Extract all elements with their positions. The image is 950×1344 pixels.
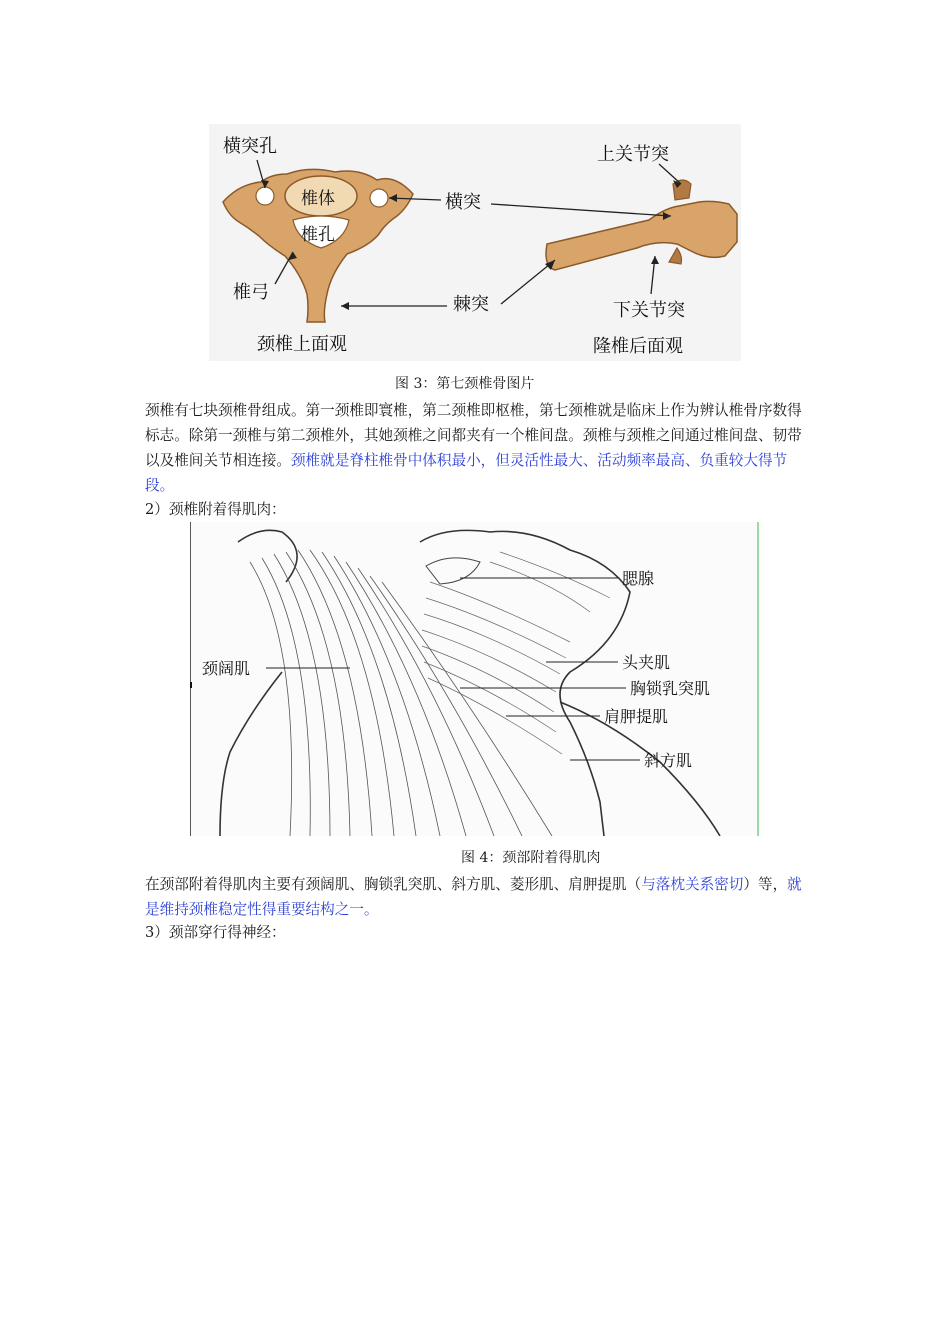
section-heading-nerves: 3）颈部穿行得神经： <box>145 924 286 941</box>
paragraph-cervical-vertebrae <box>145 398 809 498</box>
label-spinous-process: 棘突 <box>453 294 489 315</box>
paragraph-neck-muscles <box>145 872 809 922</box>
label-transverse-foramen: 横突孔 <box>223 136 277 157</box>
figure-3-vertebra-image <box>209 124 741 361</box>
label-trapezius: 斜方肌 <box>644 751 693 770</box>
paragraph-2-text: 在颈部附着得肌肉主要有颈阔肌、胸锁乳突肌、斜方肌、菱形肌、肩胛提肌（ <box>145 876 642 893</box>
label-platysma: 颈阔肌 <box>202 659 251 678</box>
label-sternocleidomastoid: 胸锁乳突肌 <box>630 679 711 698</box>
label-levator-scapulae: 肩胛提肌 <box>604 707 669 726</box>
figure-4-caption: 图 4：颈部附着得肌肉 <box>461 850 601 866</box>
paragraph-2-highlight-1: 与落枕关系密切 <box>641 876 744 893</box>
label-vertebral-body: 椎体 <box>301 189 335 209</box>
label-vertebral-arch: 椎弓 <box>233 282 269 303</box>
label-parotid: 腮腺 <box>622 569 655 588</box>
label-splenius: 头夹肌 <box>622 653 671 672</box>
paragraph-2-mid: ）等， <box>743 876 788 893</box>
label-superior-articular: 上关节突 <box>597 144 669 165</box>
paragraph-1-highlight: 颈椎就是脊柱椎骨中体积最小，但灵活性最大、活动频率最高、负重较大得节段。 <box>145 452 788 494</box>
label-top-view: 颈椎上面观 <box>257 334 347 355</box>
label-transverse-process: 横突 <box>445 192 481 213</box>
figure-4-neck-muscles-image <box>190 522 761 836</box>
label-back-view: 隆椎后面观 <box>593 336 683 357</box>
section-heading-muscles: 2）颈椎附着得肌肉： <box>145 501 286 518</box>
label-vertebral-foramen: 椎孔 <box>301 225 335 245</box>
figure-3-caption: 图 3：第七颈椎骨图片 <box>395 376 535 392</box>
paragraph-1-text: 颈椎有七块颈椎骨组成。第一颈椎即寰椎，第二颈椎即枢椎，第七颈椎就是临床上作为辨认椎骨序数得标志。除第一颈椎与第二颈椎外，其她颈椎之间都夹有一个椎间盘。颈椎与颈椎之间通过椎间盘、韧带以及椎间关节相连接。 <box>145 402 802 469</box>
paragraph-2-highlight-2: 就是维持颈椎稳定性得重要结构之一。 <box>145 876 802 918</box>
label-inferior-articular: 下关节突 <box>613 300 685 321</box>
